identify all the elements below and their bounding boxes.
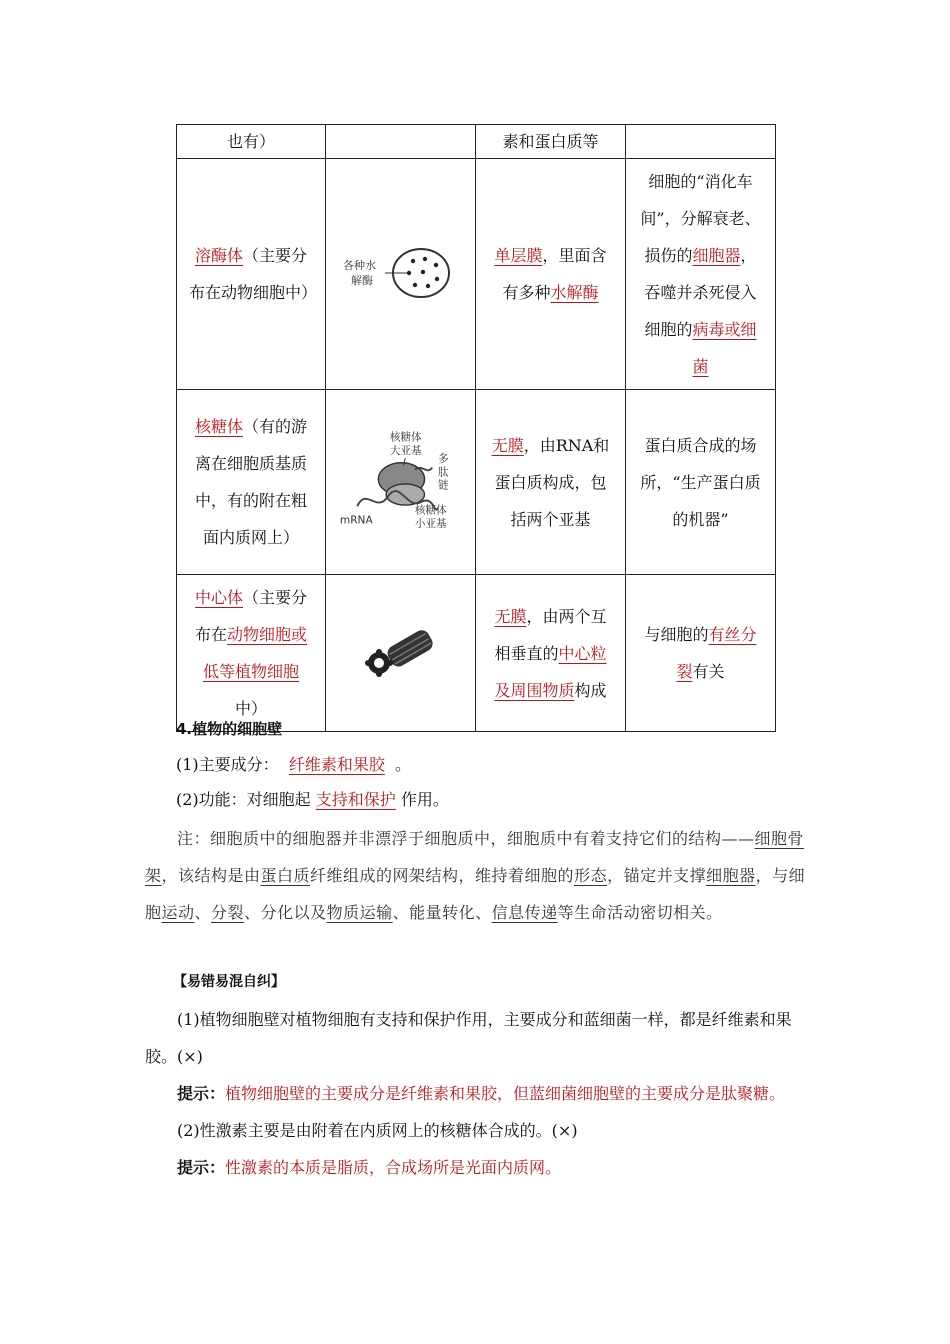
cell-wall-section (176, 712, 806, 817)
error-correction-section (145, 964, 807, 1186)
cell-centrosome-figure (326, 575, 476, 732)
answer-cellulose-pectin: 纤维素和果胶 (288, 755, 385, 774)
cell-lysosome-function: 细胞的“消化车间”，分解衰老、损伤的细胞器，吞噬并杀死侵入细胞的病毒或细菌 (626, 159, 776, 390)
cell-ribosome-name: 核糖体（有的游离在细胞质基质中，有的附在粗面内质网上） (177, 390, 326, 575)
cell-ribosome-figure (326, 390, 476, 575)
answer-support-protect: 支持和保护 (315, 790, 396, 809)
svg-text:小亚基: 小亚基 (414, 518, 447, 531)
svg-text:肽: 肽 (438, 466, 449, 479)
table-row (177, 390, 776, 575)
lysosome-figure (341, 239, 461, 309)
answer-centriole: 中心粒及周围物质 (494, 643, 607, 700)
ribosome-figure (338, 427, 463, 537)
answer-lysosome: 溶酶体 (194, 246, 243, 265)
cytoskeleton-note: 注：细胞质中的细胞器并非漂浮于细胞质中，细胞质中有着支持它们的结构——细胞骨架，该结构是由蛋白质纤维组成的网架结构，维持着细胞的形态，锚定并支撑细胞器，与细胞运动、分裂、分化以及物质运输、能量转化、信息传递等生命活动密切相关。 (145, 829, 806, 922)
organelle-table (176, 124, 776, 732)
svg-text:大亚基: 大亚基 (389, 445, 422, 458)
answer-no-membrane: 无膜 (491, 435, 524, 455)
errors-heading: 【易错易混自纠】 (173, 974, 285, 990)
answer-single-membrane: 单层膜 (494, 246, 543, 265)
svg-text:链: 链 (438, 479, 449, 492)
cell-ribosome-structure: 无膜，由RNA和蛋白质构成，包括两个亚基 (476, 390, 626, 575)
svg-text:核糖体: 核糖体 (389, 431, 422, 444)
question-2: (2)性激素主要是由附着在内质网上的核糖体合成的。(×) (177, 1121, 578, 1140)
table-row (177, 159, 776, 390)
answer-no-membrane-2: 无膜 (494, 606, 527, 626)
cell-structure-continued: 素和蛋白质等 (476, 125, 626, 159)
cell-wall-composition: (1)主要成分： 纤维素和果胶 。 (176, 755, 412, 774)
cell-name-continued: 也有） (177, 125, 326, 159)
fig-label-hydrolase-1: 各种水 (342, 259, 376, 272)
cell-centrosome-structure: 无膜，由两个互相垂直的中心粒及周围物质构成 (476, 575, 626, 732)
answer-centrosome: 中心体 (194, 588, 243, 607)
hint-1: 提示：植物细胞壁的主要成分是纤维素和果胶，但蓝细菌细胞壁的主要成分是肽聚糖。 (177, 1084, 786, 1103)
cell-ribosome-function: 蛋白质合成的场所，“生产蛋白质的机器” (626, 390, 776, 575)
section-heading: 4.植物的细胞壁 (176, 720, 283, 738)
svg-text:mRNA: mRNA (339, 514, 373, 527)
answer-mitosis: 有丝分裂 (676, 625, 757, 681)
svg-text:多: 多 (438, 452, 449, 465)
answer-animal-lower-plant: 动物细胞或低等植物细胞 (202, 625, 308, 681)
centrosome-figure (361, 625, 441, 681)
hint-2: 提示：性激素的本质是脂质，合成场所是光面内质网。 (177, 1158, 562, 1177)
cell-lysosome-structure: 单层膜，里面含有多种水解酶 (476, 159, 626, 390)
answer-hydrolase: 水解酶 (550, 283, 599, 302)
svg-text:核糖体: 核糖体 (414, 504, 447, 517)
cell-lysosome-name: 溶酶体（主要分布在动物细胞中） (177, 159, 326, 390)
answer-virus-bacteria: 病毒或细菌 (692, 320, 757, 376)
cell-figure-empty (326, 125, 476, 159)
fig-label-hydrolase-2: 解酶 (350, 274, 373, 287)
answer-organelle: 细胞器 (692, 246, 741, 265)
cell-centrosome-function: 与细胞的有丝分裂有关 (626, 575, 776, 732)
cell-lysosome-figure (326, 159, 476, 390)
cell-centrosome-name: 中心体（主要分布在动物细胞或低等植物细胞中） (177, 575, 326, 732)
table-row (177, 575, 776, 732)
table-row (177, 125, 776, 159)
cell-wall-function: (2)功能：对细胞起 支持和保护 作用。 (176, 790, 449, 809)
cell-function-empty (626, 125, 776, 159)
answer-ribosome: 核糖体 (194, 417, 243, 436)
question-1: (1)植物细胞壁对植物细胞有支持和保护作用，主要成分和蓝细菌一样，都是纤维素和果胶。(×) (145, 1010, 792, 1066)
